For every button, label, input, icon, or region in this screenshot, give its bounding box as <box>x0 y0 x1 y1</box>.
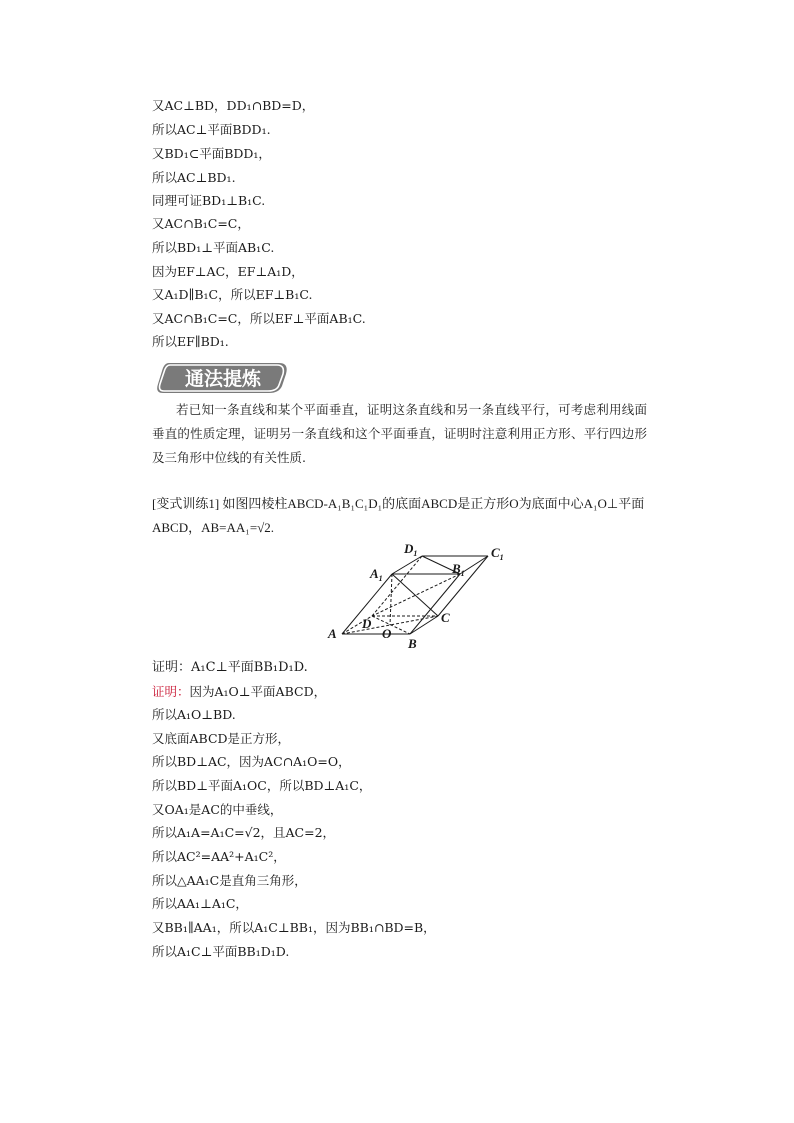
proof-line: 所以BD₁⊥平面AB₁C. <box>152 240 275 255</box>
solution-line: 所以AC²=AA²+A₁C²， <box>152 849 286 864</box>
prism-figure <box>320 540 520 655</box>
solution-label: 证明： <box>152 684 190 699</box>
proof-line: 又AC∩B₁C=C，所以EF⊥平面AB₁C. <box>152 311 366 326</box>
solution-line: 所以A₁C⊥平面BB₁D₁D. <box>152 944 290 959</box>
solution-line: 又OA₁是AC的中垂线， <box>152 802 283 817</box>
edge-A1D1 <box>392 556 422 574</box>
edge-CC1 <box>438 556 488 616</box>
edge-BC <box>410 616 438 634</box>
solution-line: 所以A₁O⊥BD. <box>152 707 236 722</box>
proof-line: 所以AC⊥平面BDD₁. <box>152 122 271 137</box>
prism-diagram <box>320 540 520 655</box>
solution-text: 因为A₁O⊥平面ABCD， <box>189 684 327 699</box>
solution-line: 所以BD⊥平面A₁OC，所以BD⊥A₁C， <box>152 778 372 793</box>
segment-A1O <box>390 574 392 625</box>
proof-line: 同理可证BD₁⊥B₁C. <box>152 193 266 208</box>
proof-line: 因为EF⊥AC，EF⊥A₁D， <box>152 264 304 279</box>
solution-line <box>152 684 326 700</box>
solution-line: 所以A₁A=A₁C=√2，且AC=2， <box>152 825 336 840</box>
label-B1: $B_1$ <box>452 561 465 578</box>
label-A1: $A_1$ <box>370 566 383 583</box>
label-C1: $C_1$ <box>491 545 504 562</box>
solution-line: 所以BD⊥AC，因为AC∩A₁O=O， <box>152 754 351 769</box>
solution-line: 所以AA₁⊥A₁C， <box>152 896 248 911</box>
method-banner <box>155 360 291 396</box>
edge-DD1 <box>372 556 422 616</box>
proof-line: 所以AC⊥BD₁. <box>152 170 236 185</box>
label-B: B <box>408 636 417 651</box>
label-D1: $D_1$ <box>404 541 418 558</box>
label-O: O <box>382 626 392 641</box>
label-D: D <box>362 616 372 631</box>
proof-line: 又A₁D∥B₁C，所以EF⊥B₁C. <box>152 287 313 302</box>
segment-A1C <box>392 574 438 616</box>
exercise-label: [变式训练1] <box>152 496 220 511</box>
proof-line: 又AC⊥BD，DD₁∩BD=D， <box>152 98 315 113</box>
prove-statement: 证明：A₁C⊥平面BB₁D₁D. <box>152 660 308 675</box>
proof-line: 又BD₁⊂平面BDD₁， <box>152 146 271 161</box>
solution-line: 又底面ABCD是正方形， <box>152 731 291 746</box>
proof-line: 所以EF∥BD₁. <box>152 334 229 349</box>
label-A: A <box>328 626 337 641</box>
banner-shape <box>155 360 291 396</box>
solution-line: 又BB₁∥AA₁，所以A₁C⊥BB₁，因为BB₁∩BD=B， <box>152 920 436 935</box>
proof-line: 又AC∩B₁C=C， <box>152 216 250 231</box>
exercise-statement <box>152 492 647 540</box>
label-C: C <box>441 610 450 625</box>
exercise-text: 如图四棱柱ABCD-A₁B₁C₁D₁的底面ABCD是正方形O为底面中心A₁O⊥平面ABCD，AB=AA₁=√2. <box>152 496 645 535</box>
method-paragraph: 若已知一条直线和某个平面垂直，证明这条直线和另一条直线平行，可考虑利用线面垂直的性质定理，证明另一条直线和这个平面垂直，证明时注意利用正方形、平行四边形及三角形中位线的有关性质. <box>152 402 647 465</box>
banner-title: 通法提炼 <box>184 368 262 390</box>
solution-line: 所以△AA₁C是直角三角形， <box>152 873 307 888</box>
edge-BB1 <box>410 574 460 634</box>
